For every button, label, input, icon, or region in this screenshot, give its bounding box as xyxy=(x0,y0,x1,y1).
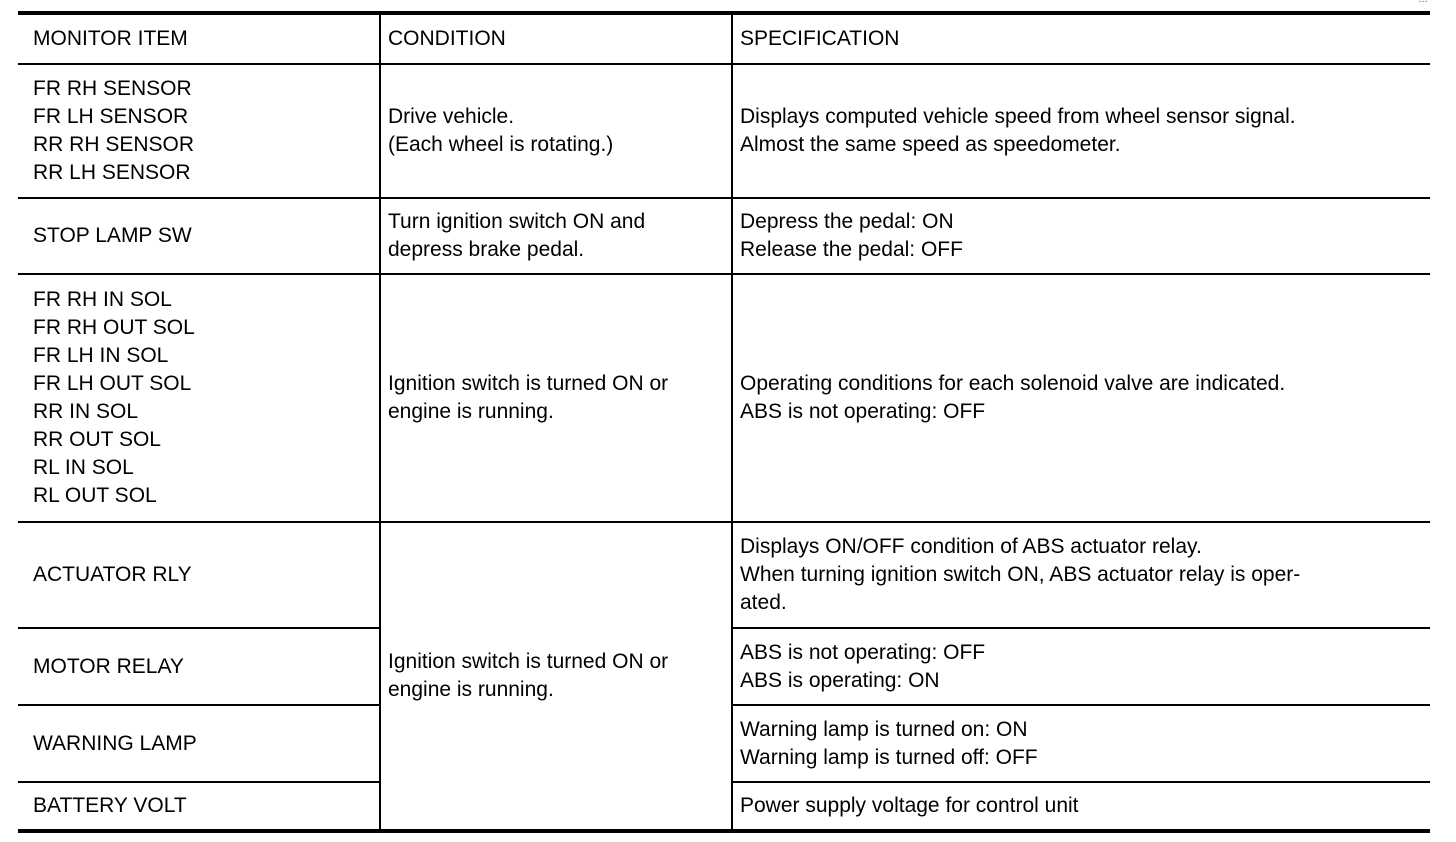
monitor-item-cell: WARNING LAMP xyxy=(18,705,380,782)
monitor-item-cell: STOP LAMP SW xyxy=(18,198,380,274)
specification-cell: Power supply voltage for control unit xyxy=(732,782,1430,831)
table-header-row xyxy=(18,13,1430,64)
monitor-item-cell: ACTUATOR RLY xyxy=(18,522,380,628)
monitor-item-cell: FR RH IN SOL FR RH OUT SOL FR LH IN SOL FR LH OUT SOL RR IN SOL RR OUT SOL RL IN SOL RL OUT SOL xyxy=(18,274,380,522)
monitor-item-cell: FR RH SENSOR FR LH SENSOR RR RH SENSOR RR LH SENSOR xyxy=(18,64,380,198)
condition-cell: Turn ignition switch ON and depress brake pedal. xyxy=(380,198,732,274)
table-row xyxy=(18,522,1430,628)
document-code xyxy=(1418,0,1428,5)
condition-cell: Ignition switch is turned ON or engine is running. xyxy=(380,522,732,831)
table-row xyxy=(18,198,1430,274)
monitor-item-cell: MOTOR RELAY xyxy=(18,628,380,705)
specification-cell: Depress the pedal: ON Release the pedal: OFF xyxy=(732,198,1430,274)
specification-cell: Operating conditions for each solenoid valve are indicated. ABS is not operating: OFF xyxy=(732,274,1430,522)
specification-cell: Warning lamp is turned on: ON Warning lamp is turned off: OFF xyxy=(732,705,1430,782)
condition-cell: Ignition switch is turned ON or engine is running. xyxy=(380,274,732,522)
monitor-spec-table xyxy=(18,11,1430,833)
condition-cell: Drive vehicle. (Each wheel is rotating.) xyxy=(380,64,732,198)
specification-cell: Displays computed vehicle speed from wheel sensor signal. Almost the same speed as speedometer. xyxy=(732,64,1430,198)
header-condition: CONDITION xyxy=(380,13,732,64)
table-row xyxy=(18,64,1430,198)
table-row xyxy=(18,274,1430,522)
specification-cell: ABS is not operating: OFF ABS is operating: ON xyxy=(732,628,1430,705)
monitor-item-cell: BATTERY VOLT xyxy=(18,782,380,831)
header-specification: SPECIFICATION xyxy=(732,13,1430,64)
specification-cell: Displays ON/OFF condition of ABS actuator relay. When turning ignition switch ON, ABS actuator relay is oper- ated. xyxy=(732,522,1430,628)
header-monitor-item: MONITOR ITEM xyxy=(18,13,380,64)
